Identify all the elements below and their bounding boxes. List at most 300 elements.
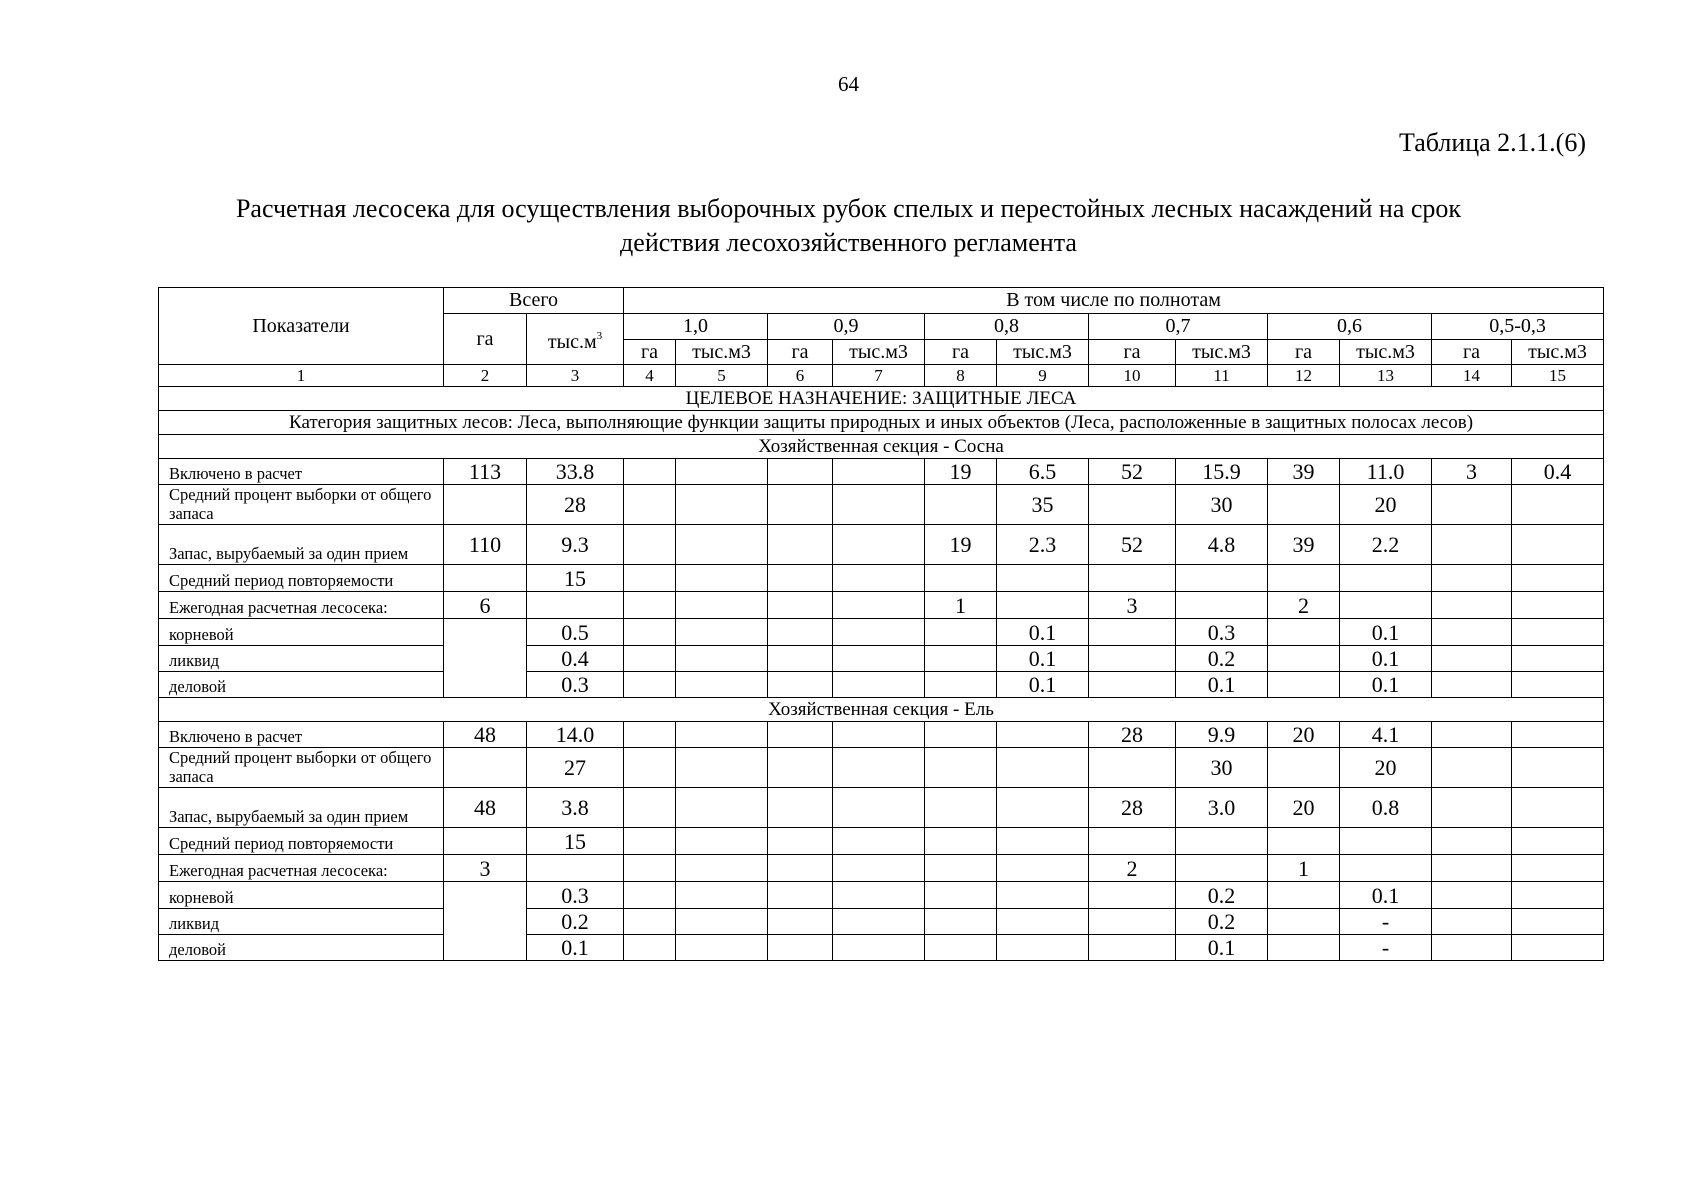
- cutting-area-table: [158, 287, 1604, 961]
- table-cell: [768, 722, 833, 748]
- table-cell: [925, 748, 997, 788]
- table-cell: 0.5: [527, 619, 624, 646]
- table-cell: 113: [444, 459, 527, 485]
- table-number: Таблица 2.1.1.(6): [1398, 128, 1586, 157]
- table-cell: [833, 672, 925, 698]
- table-cell: 3: [1089, 592, 1176, 619]
- table-cell: [997, 855, 1089, 882]
- table-cell: [1432, 565, 1512, 592]
- table-cell: [1432, 525, 1512, 565]
- table-cell: [768, 855, 833, 882]
- row-label: корневой: [159, 619, 444, 646]
- table-cell: [833, 646, 925, 672]
- table-cell: [833, 619, 925, 646]
- table-cell: [833, 592, 925, 619]
- table-cell: [1432, 855, 1512, 882]
- table-cell: [1340, 565, 1432, 592]
- table-cell: 0.1: [997, 672, 1089, 698]
- column-number: 4: [624, 365, 676, 387]
- table-cell: [925, 722, 997, 748]
- table-row: [159, 565, 1604, 592]
- table-cell: [768, 909, 833, 935]
- table-cell: [624, 748, 676, 788]
- table-cell: [925, 565, 997, 592]
- table-cell: [624, 565, 676, 592]
- table-cell: [444, 565, 527, 592]
- table-row: [159, 525, 1604, 565]
- table-cell: [676, 525, 768, 565]
- merged-empty-cell: [444, 619, 527, 698]
- row-label: корневой: [159, 882, 444, 909]
- table-cell: [1176, 828, 1268, 855]
- table-cell: [925, 909, 997, 935]
- table-cell: [768, 882, 833, 909]
- table-cell: [624, 855, 676, 882]
- table-cell: [1512, 525, 1604, 565]
- header-density: 0,7: [1089, 314, 1268, 340]
- table-cell: [997, 935, 1089, 961]
- column-number: 11: [1176, 365, 1268, 387]
- title-line-1: Расчетная лесосека для осуществления выборочных рубок спелых и перестойных лесных насаждений на срок: [235, 194, 1462, 223]
- table-cell: 0.3: [527, 882, 624, 909]
- table-cell: 0.2: [1176, 646, 1268, 672]
- header-density: 1,0: [624, 314, 768, 340]
- table-cell: [1089, 748, 1176, 788]
- table-cell: 20: [1268, 788, 1340, 828]
- table-cell: [997, 722, 1089, 748]
- table-cell: [768, 485, 833, 525]
- table-cell: 9.3: [527, 525, 624, 565]
- table-cell: [925, 828, 997, 855]
- table-cell: [768, 935, 833, 961]
- table-cell: 28: [527, 485, 624, 525]
- table-cell: 11.0: [1340, 459, 1432, 485]
- table-row: [159, 748, 1604, 788]
- document-title: [160, 192, 1537, 260]
- table-cell: [833, 882, 925, 909]
- table-cell: [676, 565, 768, 592]
- row-label: Ежегодная расчетная лесосека:: [159, 855, 444, 882]
- table-cell: [833, 722, 925, 748]
- table-cell: [768, 646, 833, 672]
- table-cell: [1512, 485, 1604, 525]
- column-number: 8: [925, 365, 997, 387]
- table-cell: [768, 788, 833, 828]
- column-number: 1: [159, 365, 444, 387]
- table-cell: 20: [1340, 485, 1432, 525]
- header-ha: га: [768, 340, 833, 365]
- table-cell: [676, 935, 768, 961]
- table-row: [159, 828, 1604, 855]
- table-cell: [833, 748, 925, 788]
- table-cell: [624, 525, 676, 565]
- table-row: [159, 855, 1604, 882]
- table-cell: [1268, 909, 1340, 935]
- row-label: Запас, вырубаемый за один прием: [159, 525, 444, 565]
- table-cell: [1512, 646, 1604, 672]
- table-cell: [1432, 935, 1512, 961]
- table-cell: [1432, 828, 1512, 855]
- table-cell: [1432, 882, 1512, 909]
- table-cell: [768, 459, 833, 485]
- header-ha: га: [925, 340, 997, 365]
- table-cell: [624, 828, 676, 855]
- table-cell: 0.4: [1512, 459, 1604, 485]
- column-number: 3: [527, 365, 624, 387]
- table-cell: [1512, 828, 1604, 855]
- table-cell: 0.2: [1176, 909, 1268, 935]
- row-label: Включено в расчет: [159, 459, 444, 485]
- table-cell: 0.2: [1176, 882, 1268, 909]
- header-thous-m3: тыс.м3: [997, 340, 1089, 365]
- table-cell: [527, 592, 624, 619]
- table-cell: 6.5: [997, 459, 1089, 485]
- table-cell: 3: [444, 855, 527, 882]
- table-cell: [833, 788, 925, 828]
- column-number: 7: [833, 365, 925, 387]
- header-density: 0,5-0,3: [1432, 314, 1604, 340]
- header-thous-m3: тыс.м3: [1176, 340, 1268, 365]
- category-row: Категория защитных лесов: Леса, выполняющие функции защиты природных и иных объектов (Леса, расположенные в защитных полосах лесов): [159, 411, 1604, 435]
- table-cell: [676, 748, 768, 788]
- table-cell: 48: [444, 722, 527, 748]
- table-cell: 0.1: [997, 646, 1089, 672]
- table-cell: [768, 619, 833, 646]
- table-cell: [1268, 646, 1340, 672]
- column-number: 5: [676, 365, 768, 387]
- column-number: 12: [1268, 365, 1340, 387]
- page-number: 64: [838, 72, 859, 96]
- table-cell: [997, 565, 1089, 592]
- table-cell: [925, 672, 997, 698]
- table-cell: 19: [925, 459, 997, 485]
- row-label: Средний процент выборки от общего запаса: [159, 748, 444, 788]
- table-cell: [768, 525, 833, 565]
- table-cell: [925, 619, 997, 646]
- table-row: [159, 485, 1604, 525]
- table-cell: [833, 565, 925, 592]
- table-cell: 20: [1340, 748, 1432, 788]
- table-cell: [997, 748, 1089, 788]
- table-cell: 3.8: [527, 788, 624, 828]
- header-ha: га: [1432, 340, 1512, 365]
- table-cell: [833, 828, 925, 855]
- table-row: [159, 459, 1604, 485]
- table-cell: [1268, 882, 1340, 909]
- table-cell: [444, 828, 527, 855]
- table-cell: [1268, 619, 1340, 646]
- purpose-row: ЦЕЛЕВОЕ НАЗНАЧЕНИЕ: ЗАЩИТНЫЕ ЛЕСА: [159, 387, 1604, 411]
- table-cell: [1512, 788, 1604, 828]
- table-cell: [1432, 646, 1512, 672]
- table-row: [159, 882, 1604, 909]
- table-cell: 52: [1089, 525, 1176, 565]
- merged-empty-cell: [444, 882, 527, 961]
- table-cell: [1512, 935, 1604, 961]
- table-cell: 0.1: [997, 619, 1089, 646]
- table-cell: [1512, 882, 1604, 909]
- section-title: Хозяйственная секция - Ель: [159, 698, 1604, 722]
- table-cell: [1512, 855, 1604, 882]
- column-number: 14: [1432, 365, 1512, 387]
- table-cell: [1432, 619, 1512, 646]
- table-cell: [624, 592, 676, 619]
- table-cell: 20: [1268, 722, 1340, 748]
- table-cell: [676, 459, 768, 485]
- table-cell: [1089, 672, 1176, 698]
- table-cell: [1512, 722, 1604, 748]
- table-cell: 3: [1432, 459, 1512, 485]
- table-cell: [676, 882, 768, 909]
- header-indicators: Показатели: [159, 288, 444, 365]
- table-cell: [997, 592, 1089, 619]
- table-cell: -: [1340, 909, 1432, 935]
- table-cell: [676, 855, 768, 882]
- table-cell: [624, 459, 676, 485]
- table-cell: [925, 646, 997, 672]
- header-thous-m3: тыс.м3: [1340, 340, 1432, 365]
- table-cell: 0.1: [1340, 646, 1432, 672]
- table-cell: [833, 855, 925, 882]
- table-cell: [676, 788, 768, 828]
- table-cell: 15: [527, 565, 624, 592]
- table-cell: [1089, 646, 1176, 672]
- table-cell: [833, 485, 925, 525]
- table-row: [159, 788, 1604, 828]
- table-cell: 0.3: [1176, 619, 1268, 646]
- table-cell: 35: [997, 485, 1089, 525]
- table-cell: -: [1340, 935, 1432, 961]
- table-cell: 15.9: [1176, 459, 1268, 485]
- table-cell: [925, 788, 997, 828]
- table-cell: [624, 646, 676, 672]
- row-label: ликвид: [159, 646, 444, 672]
- table-cell: 0.1: [1340, 672, 1432, 698]
- table-cell: [1432, 748, 1512, 788]
- table-cell: [1340, 855, 1432, 882]
- table-cell: [1512, 565, 1604, 592]
- table-cell: [768, 592, 833, 619]
- table-cell: [768, 828, 833, 855]
- table-cell: 0.1: [1340, 882, 1432, 909]
- table-cell: 2: [1268, 592, 1340, 619]
- table-cell: [676, 828, 768, 855]
- table-cell: [527, 855, 624, 882]
- table-cell: 48: [444, 788, 527, 828]
- table-cell: [1512, 909, 1604, 935]
- table-cell: [925, 855, 997, 882]
- table-cell: 2.3: [997, 525, 1089, 565]
- table-cell: [1176, 565, 1268, 592]
- table-cell: [1268, 672, 1340, 698]
- row-label: Ежегодная расчетная лесосека:: [159, 592, 444, 619]
- table-cell: 0.3: [527, 672, 624, 698]
- table-cell: 0.2: [527, 909, 624, 935]
- table-cell: [624, 485, 676, 525]
- header-thous-m3: тыс.м3: [1512, 340, 1604, 365]
- table-cell: 27: [527, 748, 624, 788]
- table-cell: [676, 909, 768, 935]
- table-cell: [925, 485, 997, 525]
- table-cell: [997, 909, 1089, 935]
- table-row: [159, 935, 1604, 961]
- row-label: Запас, вырубаемый за один прием: [159, 788, 444, 828]
- table-cell: 0.1: [1176, 935, 1268, 961]
- table-cell: [1176, 855, 1268, 882]
- table-cell: [1268, 485, 1340, 525]
- table-cell: 15: [527, 828, 624, 855]
- table-cell: 1: [925, 592, 997, 619]
- table-cell: [444, 485, 527, 525]
- title-line-2: действия лесохозяйственного регламента: [620, 228, 1077, 257]
- table-cell: [1268, 748, 1340, 788]
- row-label: деловой: [159, 672, 444, 698]
- table-cell: 6: [444, 592, 527, 619]
- row-label: Средний период повторяемости: [159, 565, 444, 592]
- header-ha: га: [1089, 340, 1176, 365]
- table-cell: [1268, 935, 1340, 961]
- header-thous-m3: тыс.м3: [676, 340, 768, 365]
- table-cell: 3.0: [1176, 788, 1268, 828]
- table-cell: [768, 565, 833, 592]
- table-cell: 2.2: [1340, 525, 1432, 565]
- table-cell: [1089, 935, 1176, 961]
- table-cell: [676, 592, 768, 619]
- table-cell: [676, 646, 768, 672]
- table-cell: 4.1: [1340, 722, 1432, 748]
- table-row: [159, 619, 1604, 646]
- table-cell: 39: [1268, 459, 1340, 485]
- column-number: 15: [1512, 365, 1604, 387]
- table-cell: [1432, 592, 1512, 619]
- table-cell: 0.1: [1340, 619, 1432, 646]
- header-ha: га: [1268, 340, 1340, 365]
- table-cell: [624, 788, 676, 828]
- table-cell: 19: [925, 525, 997, 565]
- table-cell: [833, 909, 925, 935]
- table-cell: [1432, 672, 1512, 698]
- table-cell: [768, 748, 833, 788]
- table-cell: [444, 748, 527, 788]
- table-cell: 0.1: [527, 935, 624, 961]
- table-cell: 52: [1089, 459, 1176, 485]
- table-cell: [624, 619, 676, 646]
- table-cell: [624, 935, 676, 961]
- table-row: [159, 909, 1604, 935]
- table-cell: [1432, 788, 1512, 828]
- column-number: 13: [1340, 365, 1432, 387]
- table-cell: 14.0: [527, 722, 624, 748]
- table-cell: [1512, 672, 1604, 698]
- table-cell: [1089, 909, 1176, 935]
- table-cell: 39: [1268, 525, 1340, 565]
- column-number-row: [159, 365, 1604, 387]
- table-cell: [1340, 828, 1432, 855]
- table-cell: 30: [1176, 748, 1268, 788]
- table-row: [159, 646, 1604, 672]
- table-row: [159, 592, 1604, 619]
- row-label: ликвид: [159, 909, 444, 935]
- table-cell: [833, 525, 925, 565]
- table-cell: [676, 485, 768, 525]
- table-cell: [1176, 592, 1268, 619]
- header-total-volume-sup: 3: [596, 329, 603, 342]
- table-cell: [1089, 619, 1176, 646]
- table-cell: 1: [1268, 855, 1340, 882]
- table-cell: [1089, 485, 1176, 525]
- header-total-volume-unit: тыс.м: [547, 330, 597, 353]
- column-number: 10: [1089, 365, 1176, 387]
- column-number: 9: [997, 365, 1089, 387]
- table-cell: [676, 672, 768, 698]
- table-cell: [925, 935, 997, 961]
- table-cell: [676, 722, 768, 748]
- table-cell: [1512, 748, 1604, 788]
- table-cell: 0.8: [1340, 788, 1432, 828]
- table-cell: [1432, 722, 1512, 748]
- header-thous-m3: тыс.м3: [833, 340, 925, 365]
- table-cell: [768, 672, 833, 698]
- table-cell: [624, 882, 676, 909]
- table-cell: 0.1: [1176, 672, 1268, 698]
- table-cell: 33.8: [527, 459, 624, 485]
- header-ha: га: [624, 340, 676, 365]
- table-cell: [1512, 619, 1604, 646]
- table-cell: 0.4: [527, 646, 624, 672]
- table-cell: 2: [1089, 855, 1176, 882]
- header-density: 0,8: [925, 314, 1089, 340]
- table-cell: 28: [1089, 788, 1176, 828]
- table-cell: [1089, 882, 1176, 909]
- column-number: 2: [444, 365, 527, 387]
- table-cell: 9.9: [1176, 722, 1268, 748]
- table-row: [159, 722, 1604, 748]
- table-cell: [997, 882, 1089, 909]
- header-total: Всего: [444, 288, 624, 314]
- table-cell: [925, 882, 997, 909]
- table-cell: [624, 909, 676, 935]
- table-cell: [1512, 592, 1604, 619]
- table-cell: [1089, 828, 1176, 855]
- table-cell: [624, 722, 676, 748]
- section-title: Хозяйственная секция - Сосна: [159, 435, 1604, 459]
- row-label: Включено в расчет: [159, 722, 444, 748]
- table-cell: [1432, 485, 1512, 525]
- table-cell: [997, 828, 1089, 855]
- table-cell: 4.8: [1176, 525, 1268, 565]
- table-cell: [833, 459, 925, 485]
- table-cell: 110: [444, 525, 527, 565]
- row-label: Средний процент выборки от общего запаса: [159, 485, 444, 525]
- column-number: 6: [768, 365, 833, 387]
- table-cell: [624, 672, 676, 698]
- header-density: 0,6: [1268, 314, 1432, 340]
- table-cell: [1268, 828, 1340, 855]
- table-row: [159, 672, 1604, 698]
- table-cell: [1340, 592, 1432, 619]
- table-cell: 28: [1089, 722, 1176, 748]
- table-cell: [676, 619, 768, 646]
- table-cell: [1432, 909, 1512, 935]
- table-cell: [1089, 565, 1176, 592]
- header-density: 0,9: [768, 314, 925, 340]
- table-cell: [997, 788, 1089, 828]
- row-label: Средний период повторяемости: [159, 828, 444, 855]
- header-by-density: В том числе по полнотам: [624, 288, 1604, 314]
- table-cell: [1268, 565, 1340, 592]
- table-cell: [833, 935, 925, 961]
- row-label: деловой: [159, 935, 444, 961]
